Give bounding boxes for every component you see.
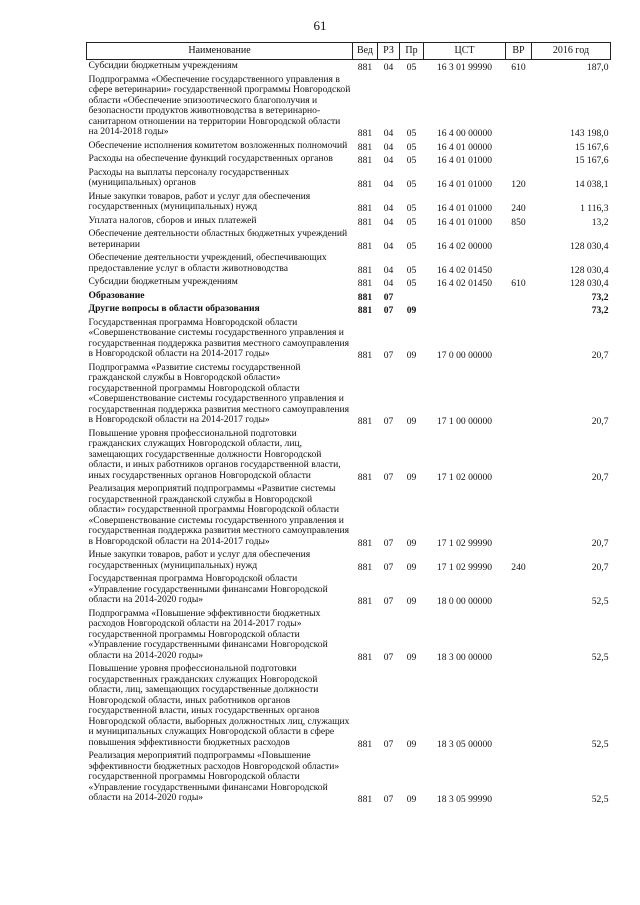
- cell-rz: 04: [383, 240, 394, 252]
- table-row: [87, 276, 611, 290]
- cell-ved: 881: [357, 416, 373, 427]
- cell-ved: 881: [357, 141, 373, 153]
- cell-rz: 04: [383, 179, 394, 190]
- table-row: [87, 167, 611, 191]
- cell-vr: 610: [511, 278, 526, 289]
- cell-pr: 09: [406, 416, 417, 427]
- cell-ved: 881: [357, 651, 373, 663]
- cell-pr: 09: [406, 651, 417, 663]
- cell-ved: 881: [357, 216, 373, 228]
- cell-val: 52,5: [591, 794, 609, 805]
- cell-name: Другие вопросы в области образования: [88, 303, 260, 314]
- table-row: [87, 573, 611, 608]
- cell-rz: 07: [383, 305, 394, 316]
- cell-ved: 881: [357, 291, 373, 303]
- cell-cst: 16 4 02 00000: [436, 240, 493, 252]
- cell-vr: [506, 317, 532, 362]
- header-year: 2016 год: [532, 43, 611, 60]
- cell-ved: 881: [357, 537, 373, 549]
- cell-name: Подпрограмма «Повышение эффективности бюджетных расходов Новгородской области на 2014-2017 годы» государственной программы Новгородской области «Управление государственными финансами Новгородской области на 2014-2020 годы»: [88, 607, 328, 661]
- cell-ved: 881: [357, 305, 373, 316]
- table-row: [87, 191, 611, 215]
- cell-rz: 04: [383, 216, 394, 228]
- cell-pr: 05: [406, 62, 417, 73]
- cell-pr: 05: [406, 216, 417, 228]
- table-row: [87, 303, 611, 317]
- cell-val: 128 030,4: [570, 278, 609, 289]
- cell-vr: [506, 573, 532, 608]
- cell-val: 20,7: [591, 561, 609, 573]
- cell-name: Повышение уровня профессиональной подготовки гражданских служащих Новгородской области, лиц, замещающих государственные должности Новгородской области, и иных работников органов государственной власти, иных государственных органов Новгородской области: [88, 427, 341, 481]
- cell-val: 13,2: [591, 216, 609, 228]
- table-row: [87, 228, 611, 252]
- cell-cst: 17 1 02 00000: [436, 471, 493, 483]
- cell-pr: 09: [406, 537, 417, 549]
- table-row: [87, 140, 611, 154]
- cell-name: Обеспечение деятельности областных бюджетных учреждений ветеринарии: [88, 228, 348, 250]
- cell-name: Повышение уровня профессиональной подготовки государственных гражданских служащих Новгородской области, лиц, замещающих государственные должности Новгородской области, иных работников органов государственной власти, иных государственных органов Новгородской области, выборных должностных лиц, служащих и муниципальных служащих Новгородской области в сфере повышения эффективности бюджетных расходов: [88, 663, 350, 748]
- cell-rz: 07: [383, 561, 394, 573]
- cell-vr: [506, 608, 532, 664]
- cell-val: 187,0: [586, 62, 609, 73]
- cell-cst: 17 1 00 00000: [436, 416, 493, 427]
- cell-vr: 120: [511, 179, 526, 190]
- cell-val: 15 167,6: [574, 141, 609, 153]
- table-row: [87, 74, 611, 140]
- cell-pr: 05: [406, 128, 417, 139]
- cell-pr: 05: [406, 179, 417, 190]
- cell-rz: 07: [383, 537, 394, 549]
- cell-cst: 17 1 02 99990: [436, 537, 493, 549]
- cell-name: Государственная программа Новгородской области «Управление государственными финансами Новгородской области на 2014-2020 годы»: [88, 573, 328, 605]
- cell-ved: 881: [357, 155, 373, 166]
- cell-vr: [506, 428, 532, 484]
- cell-pr: 05: [406, 240, 417, 252]
- cell-cst: 18 3 05 00000: [436, 738, 493, 750]
- cell-val: 52,5: [591, 651, 609, 663]
- cell-val: 73,2: [591, 291, 609, 303]
- cell-pr: 09: [406, 471, 417, 483]
- cell-pr: 05: [406, 264, 417, 276]
- cell-cst: 16 4 01 00000: [436, 141, 493, 153]
- table-row: [87, 663, 611, 750]
- cell-val: 20,7: [591, 350, 609, 361]
- cell-pr: 09: [406, 561, 417, 573]
- table-row: [87, 549, 611, 573]
- cell-rz: 04: [383, 278, 394, 289]
- cell-val: 15 167,6: [574, 155, 609, 166]
- cell-ved: 881: [357, 240, 373, 252]
- cell-ved: 881: [357, 561, 373, 573]
- cell-name: Обеспечение деятельности учреждений, обеспечивающих предоставление услуг в области животноводства: [88, 252, 327, 274]
- table-body: [87, 60, 611, 806]
- cell-vr: [506, 140, 532, 154]
- cell-vr: [506, 750, 532, 806]
- cell-cst: 17 0 00 00000: [436, 350, 493, 361]
- header-cst: ЦСТ: [424, 43, 506, 60]
- cell-vr: [506, 483, 532, 549]
- cell-cst: 16 4 01 01000: [436, 155, 493, 166]
- cell-rz: 07: [383, 350, 394, 361]
- cell-pr: 09: [406, 305, 417, 316]
- cell-pr: 09: [406, 596, 417, 607]
- cell-rz: 04: [383, 128, 394, 139]
- cell-rz: 07: [383, 291, 394, 303]
- cell-val: 20,7: [591, 416, 609, 427]
- cell-rz: 04: [383, 141, 394, 153]
- table-row: [87, 290, 611, 304]
- cell-name: Реализация мероприятий подпрограммы «Развитие системы государственной гражданской службы в Новгородской области» государственной программы Новгородской области «Совершенствование системы государственного управления и государственная поддержка развития местного самоуправления в Новгородской области на 2014-2017 годы»: [88, 483, 350, 547]
- cell-vr: 610: [511, 62, 526, 73]
- cell-val: 14 038,1: [574, 179, 609, 190]
- cell-pr: 05: [406, 141, 417, 153]
- cell-vr: [506, 290, 532, 304]
- cell-name: Реализация мероприятий подпрограммы «Повышение эффективности бюджетных расходов Новгородской области» государственной программы Новгородской области «Управление государственными финансами Новгородской области на 2014-2020 годы»: [88, 750, 340, 803]
- table-row: [87, 750, 611, 806]
- cell-ved: 881: [357, 350, 373, 361]
- cell-val: 20,7: [591, 471, 609, 483]
- cell-vr: [506, 362, 532, 428]
- cell-cst: 16 4 02 01450: [436, 264, 493, 276]
- cell-rz: 07: [383, 738, 394, 750]
- cell-cst: 16 3 01 99990: [436, 62, 493, 73]
- cell-ved: 881: [357, 264, 373, 276]
- budget-table: [86, 42, 611, 806]
- table-row: [87, 428, 611, 484]
- table-row: [87, 483, 611, 549]
- cell-vr: 240: [511, 561, 526, 573]
- cell-rz: 04: [383, 155, 394, 166]
- cell-ved: 881: [357, 128, 373, 139]
- cell-rz: 07: [383, 416, 394, 427]
- header-pr: Пр: [400, 43, 424, 60]
- table-header-row: [87, 43, 611, 60]
- table-row: [87, 608, 611, 664]
- cell-ved: 881: [357, 471, 373, 483]
- header-rz: РЗ: [378, 43, 400, 60]
- cell-ved: 881: [357, 278, 373, 289]
- table-row: [87, 215, 611, 229]
- cell-val: 73,2: [591, 305, 609, 316]
- cell-cst: 16 4 02 01450: [436, 278, 493, 289]
- cell-name: Субсидии бюджетным учреждениям: [88, 276, 238, 287]
- cell-val: 143 198,0: [570, 128, 609, 139]
- cell-vr: 850: [511, 216, 526, 228]
- page-number: 61: [313, 18, 327, 33]
- cell-vr: [506, 228, 532, 252]
- cell-cst: 18 3 05 99990: [436, 794, 493, 805]
- cell-pr: 09: [406, 794, 417, 805]
- cell-rz: 07: [383, 794, 394, 805]
- cell-val: 128 030,4: [570, 240, 609, 252]
- cell-name: Субсидии бюджетным учреждениям: [88, 60, 238, 71]
- cell-pr: 09: [406, 738, 417, 750]
- cell-pr: 09: [406, 350, 417, 361]
- cell-name: Образование: [88, 289, 145, 301]
- cell-val: 52,5: [591, 596, 609, 607]
- cell-cst: 16 4 01 01000: [436, 179, 493, 190]
- header-name: Наименование: [87, 43, 353, 60]
- table-row: [87, 153, 611, 167]
- cell-cst: 16 4 01 01000: [436, 216, 493, 228]
- cell-name: Уплата налогов, сборов и иных платежей: [88, 214, 257, 226]
- cell-pr: 05: [406, 155, 417, 166]
- cell-rz: 04: [383, 203, 394, 214]
- cell-cst: 18 0 00 00000: [436, 596, 493, 607]
- cell-val: 52,5: [591, 738, 609, 750]
- header-vr: ВР: [506, 43, 532, 60]
- cell-cst: [424, 303, 506, 317]
- cell-vr: [506, 153, 532, 167]
- cell-cst: [424, 290, 506, 304]
- cell-name: Расходы на обеспечение функций государственных органов: [88, 153, 333, 164]
- cell-cst: 16 4 00 00000: [436, 128, 493, 139]
- cell-val: 128 030,4: [570, 264, 609, 276]
- cell-ved: 881: [357, 62, 373, 73]
- cell-cst: 17 1 02 99990: [436, 561, 493, 573]
- cell-name: Обеспечение исполнения комитетом возложенных полномочий: [88, 139, 348, 151]
- table-row: [87, 60, 611, 74]
- cell-ved: 881: [357, 203, 373, 214]
- cell-cst: 16 4 01 01000: [436, 203, 493, 214]
- cell-pr: 05: [406, 278, 417, 289]
- cell-name: Иные закупки товаров, работ и услуг для обеспечения государственных (муниципальных) нужд: [88, 549, 311, 571]
- cell-vr: 240: [511, 203, 526, 214]
- cell-cst: 18 3 00 00000: [436, 651, 493, 663]
- table-row: [87, 362, 611, 428]
- cell-ved: 881: [357, 179, 373, 190]
- cell-vr: [506, 252, 532, 276]
- cell-vr: [506, 303, 532, 317]
- cell-vr: [506, 663, 532, 750]
- cell-name: Подпрограмма «Развитие системы государственной гражданской службы в Новгородской области» государственной программы Новгородской области «Совершенствование системы государственного управления и государственная поддержка развития местного самоуправления в Новгородской области на 2014-2017 годы»: [88, 361, 350, 425]
- cell-name: Иные закупки товаров, работ и услуг для обеспечения государственных (муниципальных) нужд: [88, 190, 311, 212]
- cell-rz: 04: [383, 62, 394, 73]
- cell-rz: 07: [383, 651, 394, 663]
- cell-rz: 04: [383, 264, 394, 276]
- cell-pr: [400, 290, 424, 304]
- cell-ved: 881: [357, 794, 373, 805]
- cell-vr: [506, 74, 532, 140]
- cell-pr: 05: [406, 203, 417, 214]
- cell-val: 1 116,3: [580, 203, 609, 214]
- header-ved: Вед: [353, 43, 378, 60]
- table-row: [87, 317, 611, 362]
- cell-rz: 07: [383, 596, 394, 607]
- cell-ved: 881: [357, 596, 373, 607]
- cell-val: 20,7: [591, 537, 609, 549]
- cell-rz: 07: [383, 471, 394, 483]
- cell-name: Расходы на выплаты персоналу государственных (муниципальных) органов: [88, 166, 290, 188]
- table-row: [87, 252, 611, 276]
- cell-name: Подпрограмма «Обеспечение государственного управления в сфере ветеринарии» государственной программы Новгородской области «Обеспечение эпизоотического благополучия и безопасности продуктов животноводства в ветеринарно-санитарном отношении на территории Новгородской области на 2014-2018 годы»: [88, 73, 351, 137]
- cell-ved: 881: [357, 738, 373, 750]
- cell-name: Государственная программа Новгородской области «Совершенствование системы государственного управления и государственная поддержка развития местного самоуправления в Новгородской области на 2014-2017 годы»: [88, 316, 350, 359]
